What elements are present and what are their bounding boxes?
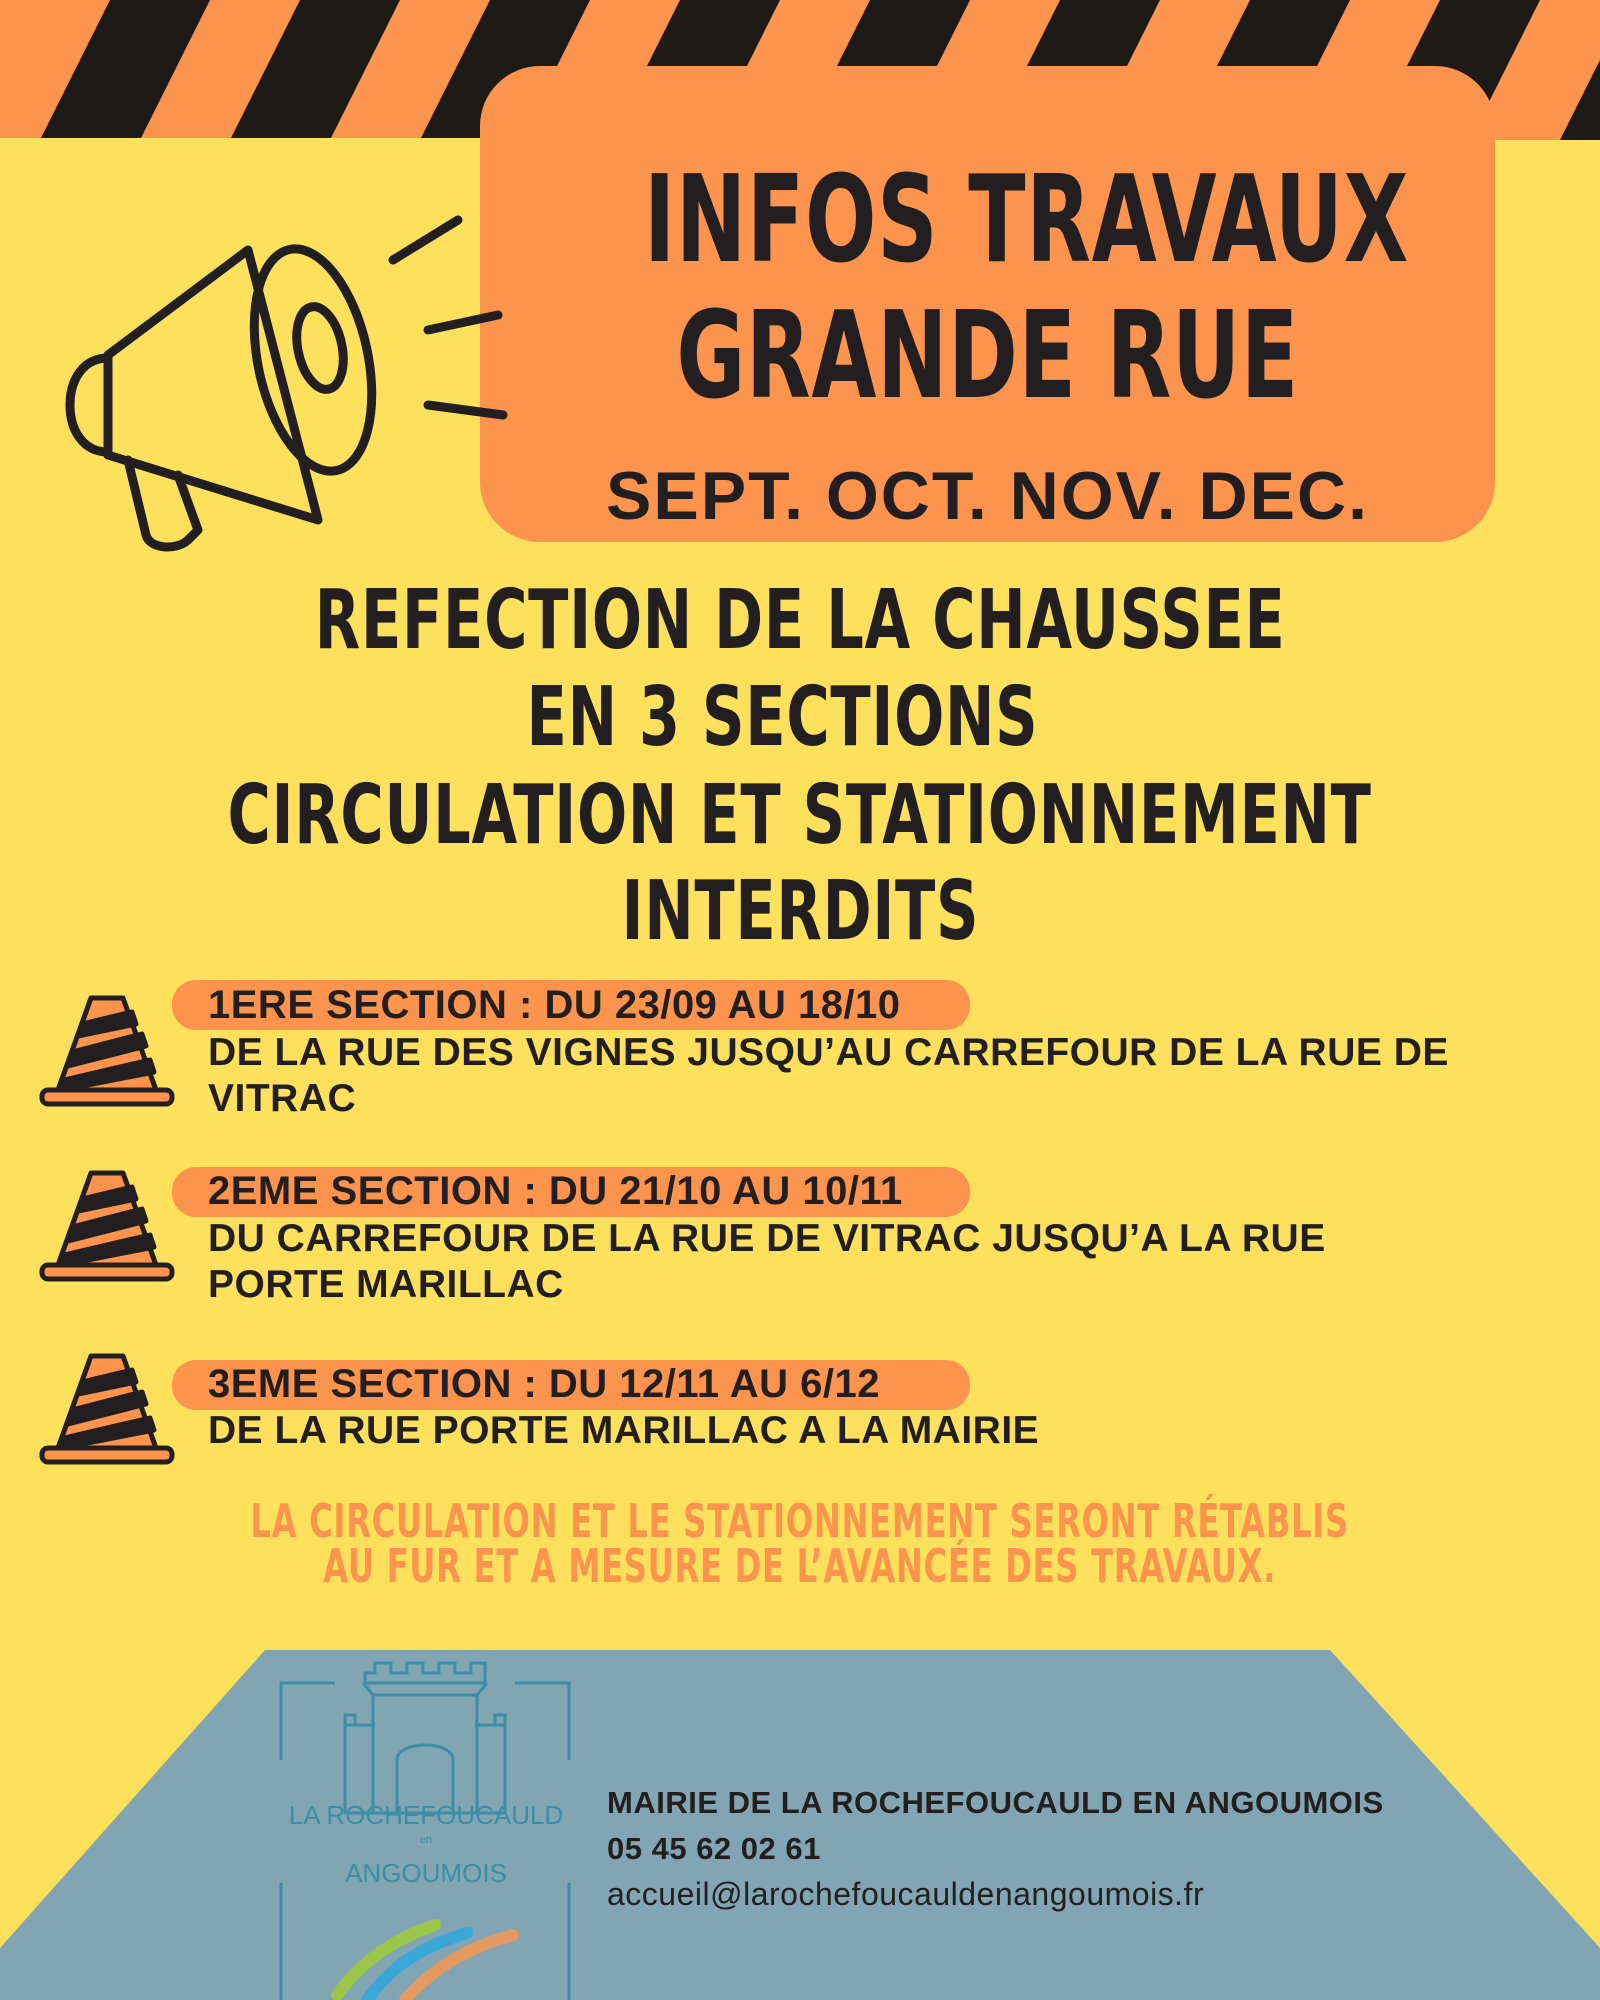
headline-line-3-wrap [0,768,1600,863]
section-2-line-1: DU CARREFOUR DE LA RUE DE VITRAC JUSQU’A LA RUE [208,1217,1326,1260]
headline-line-4-wrap [0,864,1600,959]
title-line-2: GRANDE RUE [676,287,1299,426]
months-wrap [480,458,1495,538]
section-2-title: 2EME SECTION : DU 21/10 AU 10/11 [208,1169,903,1213]
notice-line-1-wrap [0,1494,1600,1548]
footer-panel [0,1650,1600,2000]
title-line-1-wrap [480,151,1495,296]
contact-phone: 05 45 62 02 61 [607,1831,821,1866]
headline-line-2: EN 3 SECTIONS [526,670,1038,765]
notice-line-2: AU FUR ET A MESURE DE L’AVANCÉE DES TRAVAUX. [323,1539,1277,1593]
title-line-2-wrap [480,287,1495,426]
megaphone-icon [28,190,518,560]
logo-name-line-2: en [419,1834,433,1846]
headline-line-2-wrap [0,670,1582,765]
section-2-line-2: PORTE MARILLAC [208,1263,564,1306]
section-1-title: 1ERE SECTION : DU 23/09 AU 18/10 [208,983,901,1027]
contact-org: MAIRIE DE LA ROCHEFOUCAULD EN ANGOUMOIS [607,1785,1384,1820]
title-line-1: INFOS TRAVAUX [643,151,1410,290]
section-1-line-2: VITRAC [208,1077,357,1120]
section-1-line-1: DE LA RUE DES VIGNES JUSQU’AU CARREFOUR DE LA RUE DE [208,1031,1449,1074]
traffic-cone-icon [38,990,176,1110]
section-3-line-1: DE LA RUE PORTE MARILLAC A LA MAIRIE [208,1409,1040,1452]
notice-line-2-wrap [0,1539,1600,1593]
section-3-title: 3EME SECTION : DU 12/11 AU 6/12 [208,1362,881,1406]
notice-line-1: LA CIRCULATION ET LE STATIONNEMENT SERONT RÉTABLIS [250,1494,1350,1548]
headline-line-4: INTERDITS [621,864,979,959]
headline-line-1-wrap [0,573,1600,668]
traffic-cone-icon [38,1348,176,1468]
traffic-cone-icon [38,1165,176,1285]
contact-email[interactable]: accueil@larochefoucauldenangoumois.fr [607,1876,1205,1912]
months-label: SEPT. OCT. NOV. DEC. [606,458,1369,534]
logo-name-line-3: ANGOUMOIS [345,1858,507,1888]
headline-line-1: REFECTION DE LA CHAUSSEE [314,573,1286,668]
logo-name-line-1: LA ROCHEFOUCAULD [288,1800,564,1830]
headline-line-3: CIRCULATION ET STATIONNEMENT [227,768,1373,863]
